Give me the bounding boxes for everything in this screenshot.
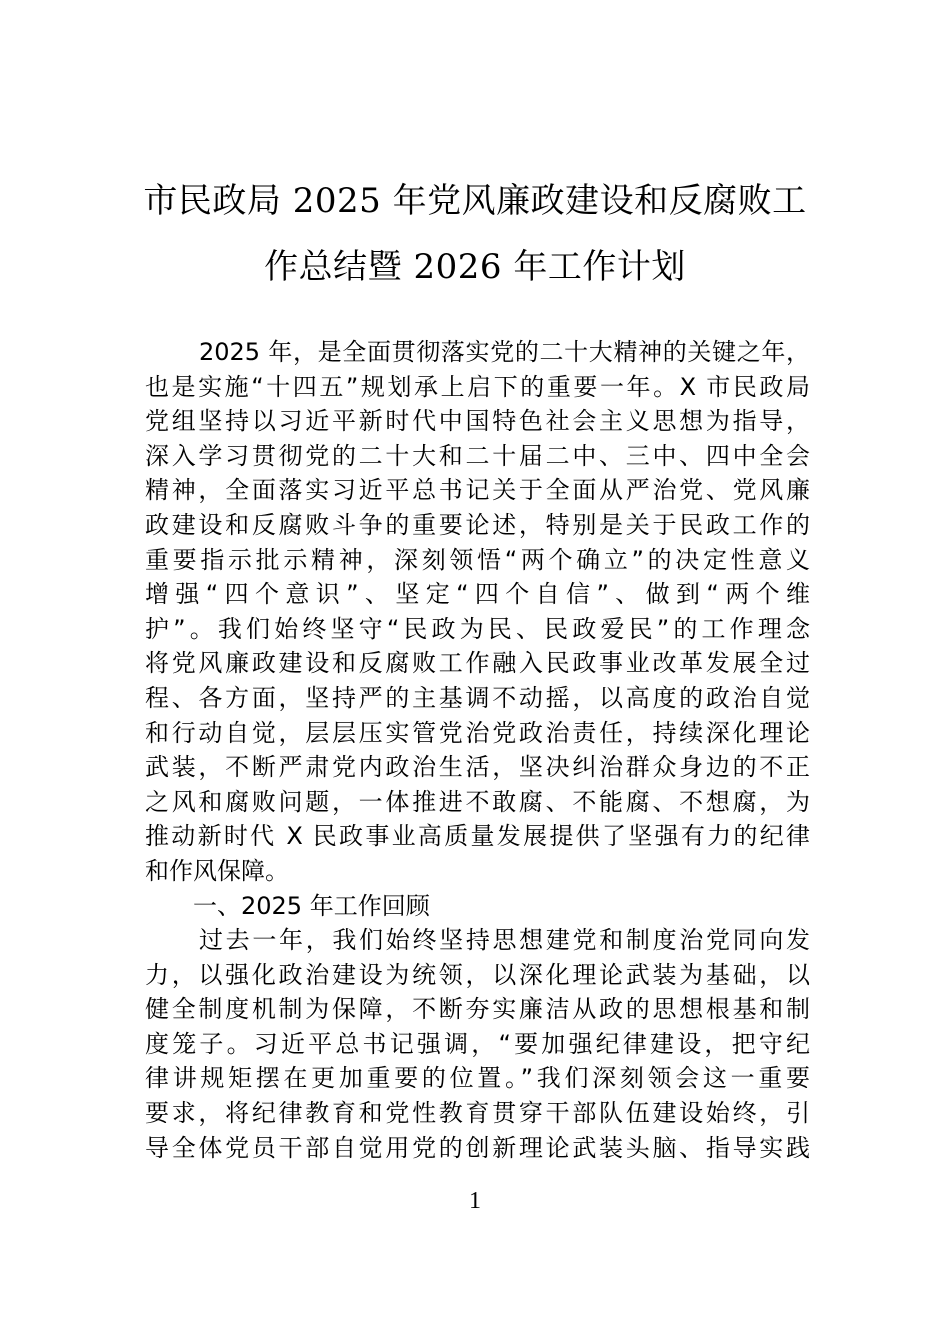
text-line: 也是实施“十四五”规划承上启下的重要一年。X 市民政局 [145,372,810,401]
text-line: 程、各方面，坚持严的主基调不动摇，以高度的政治自觉 [145,683,810,712]
text-line: 2025 年，是全面贯彻落实党的二十大精神的关键之年， [199,338,810,366]
text-line: 深入学习贯彻党的二十大和二十届二中、三中、四中全会 [145,441,810,470]
paragraph-intro [145,335,810,889]
text-line: 要求，将纪律教育和党性教育贯穿干部队伍建设始终，引 [145,1099,810,1128]
title-line-2: 作总结暨 2026 年工作计划 [264,247,686,287]
text-line: 武装，不断严肃党内政治生活，坚决纠治群众身边的不正 [145,753,810,782]
text-line: 护”。我们始终坚守“民政为民、民政爱民”的工作理念 [145,614,810,643]
text-line: 之风和腐败问题，一体推进不敢腐、不能腐、不想腐，为 [145,787,810,816]
text-line: 导全体党员干部自觉用党的创新理论武装头脑、指导实践 [145,1133,810,1162]
page-number: 1 [469,1188,481,1214]
text-line: 精神，全面落实习近平总书记关于全面从严治党、党风廉 [145,476,810,505]
text-line: 重要指示批示精神，深刻领悟“两个确立”的决定性意义 [145,545,810,574]
text-line: 度笼子。习近平总书记强调，“要加强纪律建设，把守纪 [145,1029,810,1058]
section-heading: 一、2025 年工作回顾 [193,891,430,920]
paragraph-review [145,923,810,1165]
document-title [120,168,830,300]
text-line: 过去一年，我们始终坚持思想建党和制度治党同向发 [199,926,810,955]
text-line: 政建设和反腐败斗争的重要论述，特别是关于民政工作的 [145,510,810,539]
text-line: 增强“四个意识”、坚定“四个自信”、做到“两个维 [145,580,810,609]
text-line: 力，以强化政治建设为统领，以深化理论武装为基础，以 [145,960,810,989]
text-line: 和作风保障。 [145,856,289,885]
text-line: 律讲规矩摆在更加重要的位置。”我们深刻领会这一重要 [145,1064,810,1093]
text-line: 和行动自觉，层层压实管党治党政治责任，持续深化理论 [145,718,810,747]
text-line: 健全制度机制为保障，不断夯实廉洁从政的思想根基和制 [145,995,810,1024]
title-line-1: 市民政局 2025 年党风廉政建设和反腐败工 [143,181,807,221]
text-line: 将党风廉政建设和反腐败工作融入民政事业改革发展全过 [145,649,810,678]
text-line: 党组坚持以习近平新时代中国特色社会主义思想为指导， [145,407,810,436]
text-line: 推动新时代 X 民政事业高质量发展提供了坚强有力的纪律 [145,822,810,851]
document-body [145,335,810,1165]
